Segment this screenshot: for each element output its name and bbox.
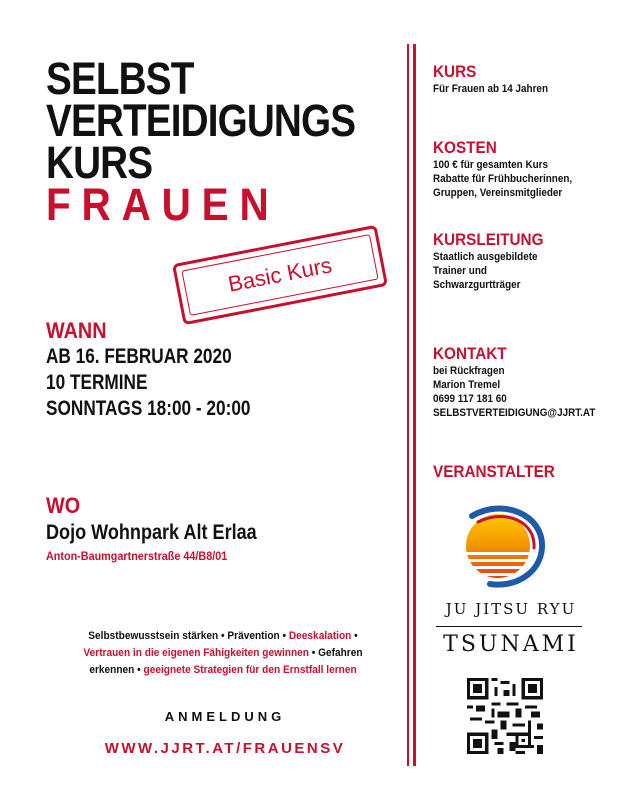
kursleitung-section <box>433 230 608 292</box>
brand-tsunami: TSUNAMI <box>443 632 579 657</box>
wann-heading: WANN <box>46 318 107 343</box>
divider-line-thick <box>413 44 416 766</box>
kontakt-email[interactable]: SELBSTVERTEIDIGUNG@JJRT.AT <box>433 407 596 419</box>
wann-sessions: 10 TERMINE <box>46 371 148 394</box>
benefits-line-1 <box>53 628 393 645</box>
kontakt-phone: 0699 117 181 60 <box>433 393 507 405</box>
registration-url-link[interactable]: WWW.JJRT.AT/FRAUENSV <box>104 740 346 757</box>
title-line-verteidigungs: VERTEIDIGUNGS <box>46 95 356 146</box>
veranstalter-heading: VERANSTALTER <box>433 462 555 481</box>
poster-title <box>46 53 406 230</box>
wo-place: Dojo Wohnpark Alt Erlaa <box>46 521 257 544</box>
benefit-text: Selbstbewusstsein stärken • Prävention • <box>88 630 289 642</box>
kurs-section <box>433 62 608 96</box>
kontakt-name: Marion Tremel <box>433 379 501 391</box>
wann-section <box>46 318 295 422</box>
veranstalter-section <box>433 462 608 482</box>
benefit-text: erkennen • <box>89 664 144 676</box>
benefit-text: • <box>351 630 358 642</box>
brand-divider <box>436 626 582 627</box>
kontakt-section <box>433 344 608 420</box>
wo-section <box>46 493 291 563</box>
kurs-text: Für Frauen ab 14 Jahren <box>433 83 548 95</box>
kosten-discount-2: Gruppen, Vereinsmitglieder <box>433 187 563 199</box>
kosten-price: 100 € für gesamten Kurs <box>433 159 549 171</box>
title-line-frauen: FRAUEN <box>46 179 280 230</box>
wo-address: Anton-Baumgartnerstraße 44/B8/01 <box>46 549 228 563</box>
registration-label: ANMELDUNG <box>164 709 286 724</box>
qr-code-icon[interactable] <box>467 678 543 754</box>
kursleitung-line-2: Trainer und <box>433 265 487 277</box>
benefit-highlight: Vertrauen in die eigenen Fähigkeiten gewinnen <box>83 647 309 659</box>
tsunami-logo-icon <box>452 502 552 590</box>
kurs-heading: KURS <box>433 62 477 81</box>
benefit-highlight: geeignete Strategien für den Ernstfall lernen <box>143 664 357 676</box>
title-line-kurs: KURS <box>46 137 153 188</box>
brand-ju-jitsu-ryu: JU JITSU RYU <box>445 600 577 618</box>
kosten-heading: KOSTEN <box>433 138 497 157</box>
benefit-highlight: Deeskalation <box>288 630 352 642</box>
benefits-text <box>38 628 408 679</box>
vertical-divider <box>407 44 417 766</box>
kosten-discount-1: Rabatte für Frühbucherinnen, <box>433 173 573 185</box>
benefits-line-2 <box>53 645 393 662</box>
wann-time: SONNTAGS 18:00 - 20:00 <box>46 397 251 420</box>
benefits-line-3 <box>53 662 393 679</box>
basic-kurs-stamp <box>172 225 388 326</box>
wo-heading: WO <box>46 493 81 518</box>
divider-line-thin <box>407 44 409 766</box>
wann-start-date: AB 16. FEBRUAR 2020 <box>46 345 232 368</box>
kursleitung-line-3: Schwarzgurtträger <box>433 279 521 291</box>
kosten-section <box>433 138 608 200</box>
benefit-text: • Gefahren <box>308 647 363 659</box>
kontakt-heading: KONTAKT <box>433 344 507 363</box>
stamp-text: Basic Kurs <box>225 252 334 297</box>
kontakt-note: bei Rückfragen <box>433 365 505 377</box>
kursleitung-heading: KURSLEITUNG <box>433 230 544 249</box>
kursleitung-line-1: Staatlich ausgebildete <box>433 251 538 263</box>
title-line-selbst: SELBST <box>46 53 194 104</box>
